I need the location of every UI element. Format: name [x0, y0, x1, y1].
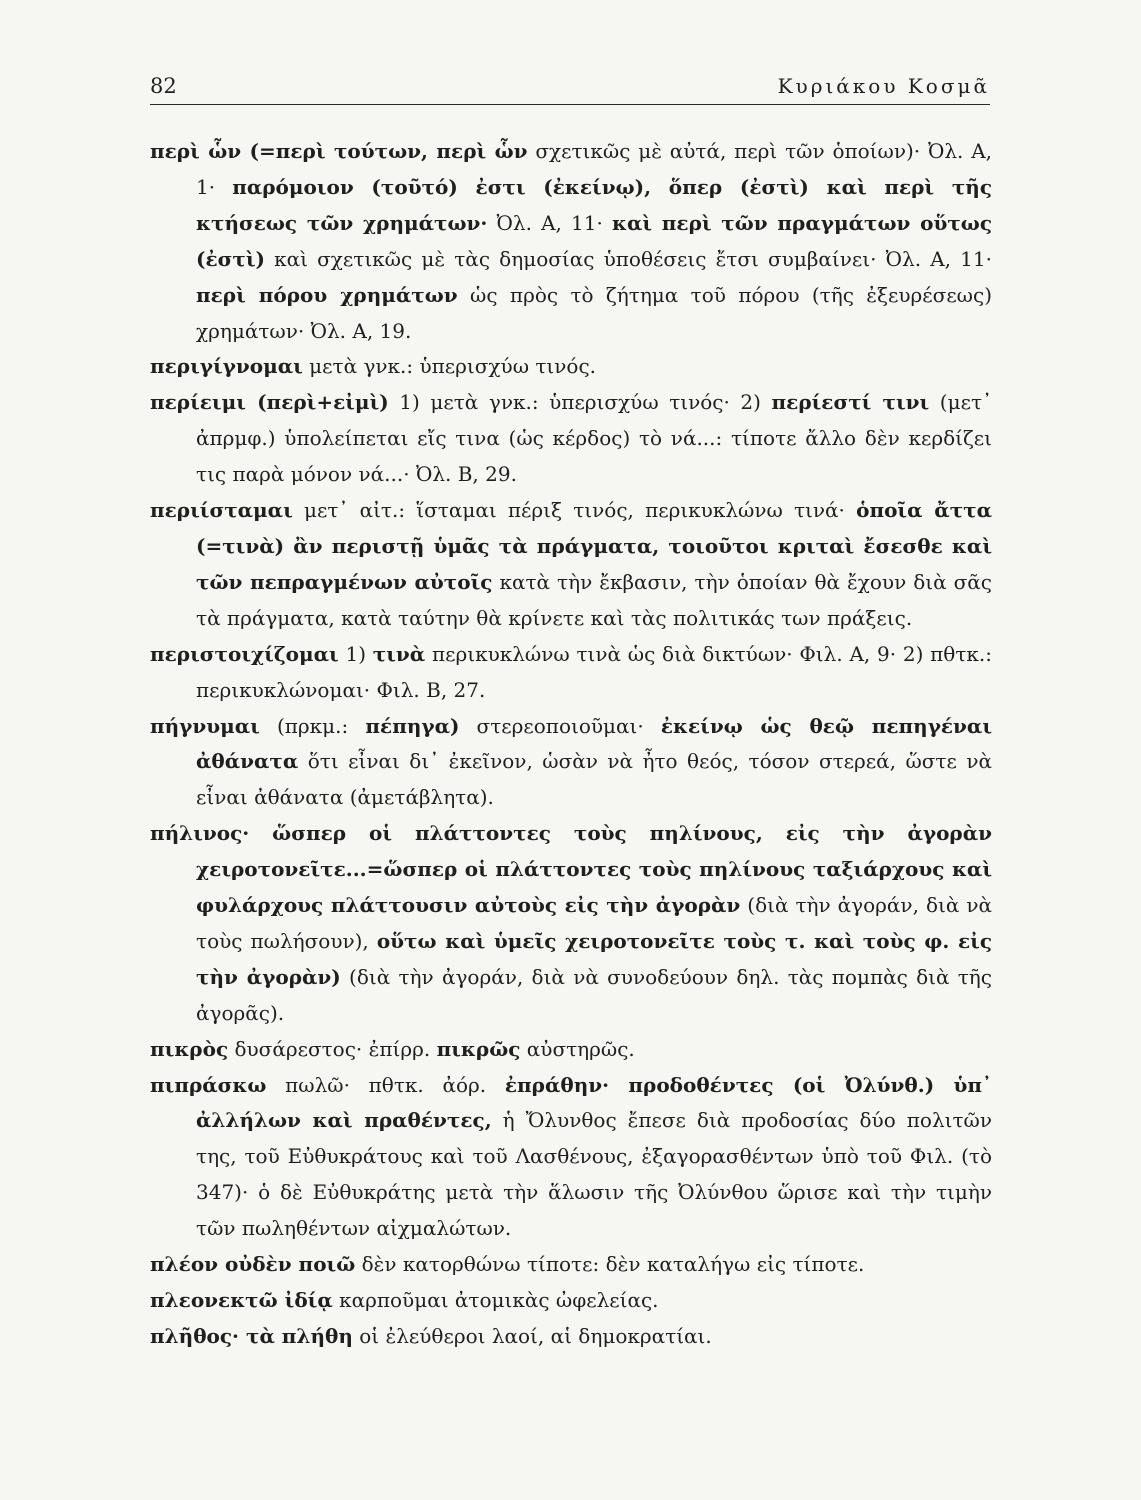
dictionary-entry [150, 637, 992, 709]
gloss: περικυκλώνω τινὰ ὡς διὰ δικτύων· Φιλ. Α, 9· 2) πθτκ.: περικυκλώνομαι· Φιλ. Β, 27. [196, 641, 992, 702]
dictionary-entry [150, 134, 992, 349]
dictionary-entry [150, 385, 992, 493]
gloss: (μετ᾿ ἀπρμφ.) ὑπολείπεται εἴς τινα (ὡς κέρδος) τὸ νά...: τίποτε ἄλλο δὲν κερδίζει τις παρὰ μόνον νά...· Ὀλ. Β, 29. [196, 390, 993, 487]
gloss: ὅτι εἶναι δι᾿ ἐκεῖνον, ὡσὰν νὰ ἦτο θεός, τόσον στερεά, ὥστε νὰ εἶναι ἀθάνατα (ἀμετάβλητα). [196, 749, 992, 810]
gloss: Ὀλ. Α, 11· [487, 210, 612, 235]
gloss: καρποῦμαι ἀτομικὰς ὠφελείας. [332, 1288, 659, 1312]
gloss: κατὰ τὴν ἔκβασιν, τὴν ὁποίαν θὰ ἔχουν διὰ σᾶς τὰ πράγματα, κατὰ ταύτην θὰ κρίνετε καὶ τὰς πολιτικάς των πράξεις. [196, 569, 992, 630]
dictionary-entry [150, 816, 992, 1031]
citation: πικρῶς [436, 1036, 521, 1061]
gloss: αὐστηρῶς. [520, 1036, 635, 1061]
lemma: πιπράσκω [150, 1072, 267, 1097]
gloss: δυσάρεστος· ἐπίρρ. [228, 1036, 437, 1061]
citation: πέπηγα) [365, 713, 460, 738]
gloss: καὶ σχετικῶς μὲ τὰς δημοσίας ὑποθέσεις ἔτσι συμβαίνει· Ὀλ. Α, 11· [264, 246, 992, 271]
gloss: ὡς πρὸς τὸ ζήτημα τοῦ πόρου (τῆς ἐξευρέσεως) χρημάτων· Ὀλ. Α, 19. [196, 282, 992, 343]
dictionary-entry [150, 349, 992, 385]
citation: περίεστί τινι [771, 390, 930, 415]
gloss: στερεοποιοῦμαι· [459, 713, 661, 738]
gloss: οἱ ἐλεύθεροι λαοί, αἱ δημοκρατίαι. [352, 1323, 712, 1348]
dictionary-entry [150, 709, 992, 817]
lemma: περίειμι (περὶ+εἰμὶ) [150, 390, 389, 415]
gloss: δὲν κατορθώνω τίποτε: δὲν καταλήγω εἰς τίποτε. [355, 1252, 865, 1277]
citation: τινὰ [372, 641, 426, 666]
dictionary-entry [150, 1068, 992, 1248]
citation: παρόμοιον (τοῦτό) ἐστι (ἐκείνῳ), ὅπερ (ἐστὶ) καὶ περὶ τῆς κτήσεως τῶν χρημάτων· [196, 174, 992, 235]
gloss: ἡ Ὄλυνθος ἔπεσε διὰ προδοσίας δύο πολιτῶν της, τοῦ Εὐθυκράτους καὶ τοῦ Λασθένους, ἐξαγορασθέντων ὑπὸ τοῦ Φιλ. (τὸ 347)· ὁ δὲ Εὐθυκράτης μετὰ τὴν ἅλωσιν τῆς Ὀλύνθου ὥρισε καὶ τὴν τιμὴν τῶν πωληθέντων αἰχμαλώτων. [196, 1108, 992, 1241]
lemma: πήλινος· ὥσπερ οἱ πλάττοντες τοὺς πηλίνους, εἰς τὴν ἀγορὰν χειροτονεῖτε...=ὥσπερ οἱ πλάττοντες τοὺς πηλίνους ταξιάρχους καὶ φυλάρχους πλάττουσιν αὐτοὺς εἰς τὴν ἀγορὰν [150, 821, 992, 918]
citation: ἐπράθην· προδοθέντες (οἱ Ὀλύνθ.) ὑπ᾿ ἀλλήλων καὶ πραθέντες, [196, 1072, 993, 1133]
lemma: περιίσταμαι [150, 498, 293, 523]
page-number: 82 [150, 74, 177, 98]
lemma: πήγνυμαι [150, 713, 260, 738]
citation: οὕτω καὶ ὑμεῖς χειροτονεῖτε τοὺς τ. καὶ τοὺς φ. εἰς τὴν ἀγορὰν) [196, 928, 992, 989]
dictionary-body [150, 134, 992, 1355]
gloss: (διὰ τὴν ἀγοράν, διὰ νὰ συνοδεύουν δηλ. τὰς πομπὰς διὰ τῆς ἀγορᾶς). [196, 964, 992, 1025]
gloss: (πρκμ.: [259, 713, 366, 738]
lemma: περὶ ὧν (=περὶ τούτων, περὶ ὧν [150, 139, 528, 163]
gloss: μετ᾿ αἰτ.: ἵσταμαι πέριξ τινός, περικυκλώνω τινά· [292, 498, 857, 523]
gloss: 1) μετὰ γνκ.: ὑπερισχύω τινός· 2) [388, 390, 772, 415]
lemma: περιστοιχίζομαι [150, 641, 339, 666]
citation: καὶ περὶ τῶν πραγμάτων οὕτως (ἐστὶ) [196, 210, 993, 271]
gloss: πωλῶ· πθτκ. ἀόρ. [266, 1072, 505, 1097]
lemma: πλεονεκτῶ ἰδίᾳ [150, 1288, 333, 1312]
running-title: Κυριάκου Κοσμᾶ [777, 74, 990, 98]
page-header [150, 70, 990, 105]
gloss: μετὰ γνκ.: ὑπερισχύω τινός. [302, 354, 597, 379]
lemma: πλῆθος· τὰ πλήθη [150, 1323, 353, 1348]
dictionary-entry [150, 1319, 992, 1355]
lemma: περιγίγνομαι [150, 354, 303, 379]
gloss: σχετικῶς μὲ αὐτά, περὶ τῶν ὁποίων)· Ὀλ. Α, 1· [196, 139, 993, 199]
citation: ὁποῖα ἄττα (=τινὰ) ἂν περιστῇ ὑμᾶς τὰ πράγματα, τοιοῦτοι κριταὶ ἔσεσθε καὶ τῶν πεπραγμένων αὐτοῖς [196, 498, 992, 594]
gloss: 1) [338, 641, 373, 666]
dictionary-entry [150, 1283, 992, 1319]
citation: περὶ πόρου χρημάτων [196, 282, 458, 307]
dictionary-entry [150, 1032, 992, 1068]
dictionary-entry [150, 493, 992, 637]
lemma: πικρὸς [150, 1036, 229, 1061]
lemma: πλέον οὐδὲν ποιῶ [150, 1252, 356, 1277]
citation: ἐκείνῳ ὡς θεῷ πεπηγέναι ἀθάνατα [196, 713, 992, 774]
gloss: (διὰ τὴν ἀγοράν, διὰ νὰ τοὺς πωλήσουν), [196, 893, 993, 953]
dictionary-entry [150, 1247, 992, 1283]
